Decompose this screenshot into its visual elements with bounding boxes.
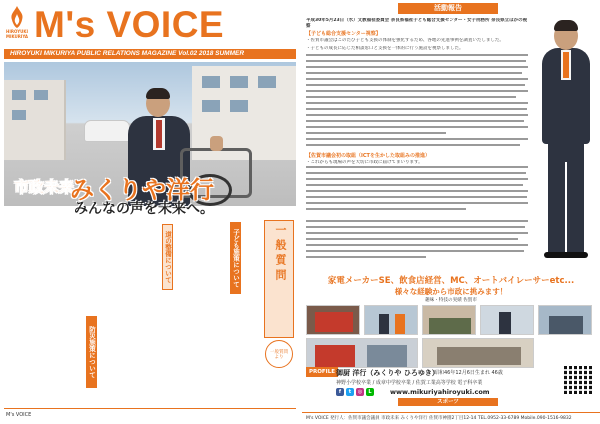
general-question-circle: 一般質問 より — [265, 340, 293, 368]
twitter-icon[interactable]: t — [346, 388, 354, 396]
activity-photo — [422, 305, 476, 335]
social-icons — [336, 388, 374, 396]
activity-photo — [364, 305, 418, 335]
activity-sub-heading-2: 【佐賀市議会初の取組（ICTを生かした取組みの推進） — [306, 153, 430, 159]
masthead: M's VOICE — [34, 4, 225, 45]
page-divider — [300, 0, 302, 424]
activity-body-2: ・子どもの成長に応じた相談窓口と支援を一体的に行う施設を視察しました。 — [306, 46, 464, 51]
logo — [6, 6, 28, 46]
facebook-icon[interactable]: f — [336, 388, 344, 396]
activity-body-1: ・佐賀市議会はこのたび子ども支援の体制を強化するため、各地の先進事例を調査いたしました。 — [306, 38, 504, 43]
sports-heading: スポーツ — [398, 398, 498, 406]
text-column — [176, 220, 226, 390]
slogan-sub: みんなの声を未来へ。 — [74, 201, 214, 217]
activity-photo — [422, 338, 534, 368]
section-head-roads: 道の整備について — [162, 224, 173, 290]
activity-photo — [538, 305, 592, 335]
flame-icon — [10, 6, 24, 28]
career-banner-sub: 様々な経験から市政に挑みます！ — [394, 287, 508, 296]
activity-intro: 平成30年5月23日（水）文教福祉委員会 奈良県福祉子ども総合支援センター・女子刑務所 奈良県立ほかの視察 — [306, 18, 528, 30]
section-head-disaster: 防災施策について — [86, 316, 97, 388]
profile-born: 昭和46年12月6日生まれ 46歳 — [434, 370, 503, 376]
profile-name: 御厨 洋行（みくりや ひろゆき） — [336, 369, 439, 377]
slogan-name: みくりや洋行 — [70, 176, 214, 204]
logo-text: HIROYUKI MIKURIYA — [6, 29, 28, 39]
career-line: 趣味・特技の実績 佐賀市 — [425, 298, 477, 303]
activity-thumbnails — [306, 305, 596, 369]
text-column — [104, 220, 158, 390]
activity-text-block — [306, 54, 530, 266]
section-head-children: 子ども施策について — [230, 222, 241, 294]
left-footer: M's VOICE — [4, 408, 296, 420]
profile-label: PROFILE — [306, 367, 338, 377]
article-columns — [4, 220, 296, 392]
profile-education: 神野小学校卒業 / 成章中学校卒業 / 佐賀工業高等学校 電子科卒業 — [336, 380, 483, 386]
activity-sub-heading-1: 【子ども総合支援センター視察】 — [306, 31, 381, 37]
text-column — [4, 220, 82, 390]
magazine-line: HIROYUKI MIKURIYA PUBLIC RELATIONS MAGAZINE Vol.02 2018 SUMMER — [4, 49, 296, 59]
line-icon[interactable]: L — [366, 388, 374, 396]
activity-photo — [306, 305, 360, 335]
general-question-label: 一般質問 — [274, 224, 287, 284]
activity-photo — [480, 305, 534, 335]
activity-body-3: ・これからも現場の声を大切に市政に届けてまいります。 — [306, 160, 423, 165]
right-footer: M's VOICE 発行人：佐賀市議会議員 市政未来 みくりや洋行 佐賀市神園2丁目12-14 TEL.0952-33-6789 Mobile.090-1516-9832 — [302, 412, 600, 424]
website-url[interactable]: www.mikuriyahiroyuki.com — [390, 388, 490, 396]
career-banner: 家電メーカーSE、飲食店経営、MC、オートバイレーサーetc... — [327, 276, 575, 286]
candidate-portrait — [534, 22, 596, 270]
right-page — [302, 0, 600, 424]
slogan-small: 市政未来 — [14, 178, 75, 196]
activity-photo — [306, 338, 418, 368]
text-column — [244, 220, 260, 390]
instagram-icon[interactable]: ◎ — [357, 389, 363, 395]
activity-report-heading: 活動報告 — [398, 3, 498, 14]
